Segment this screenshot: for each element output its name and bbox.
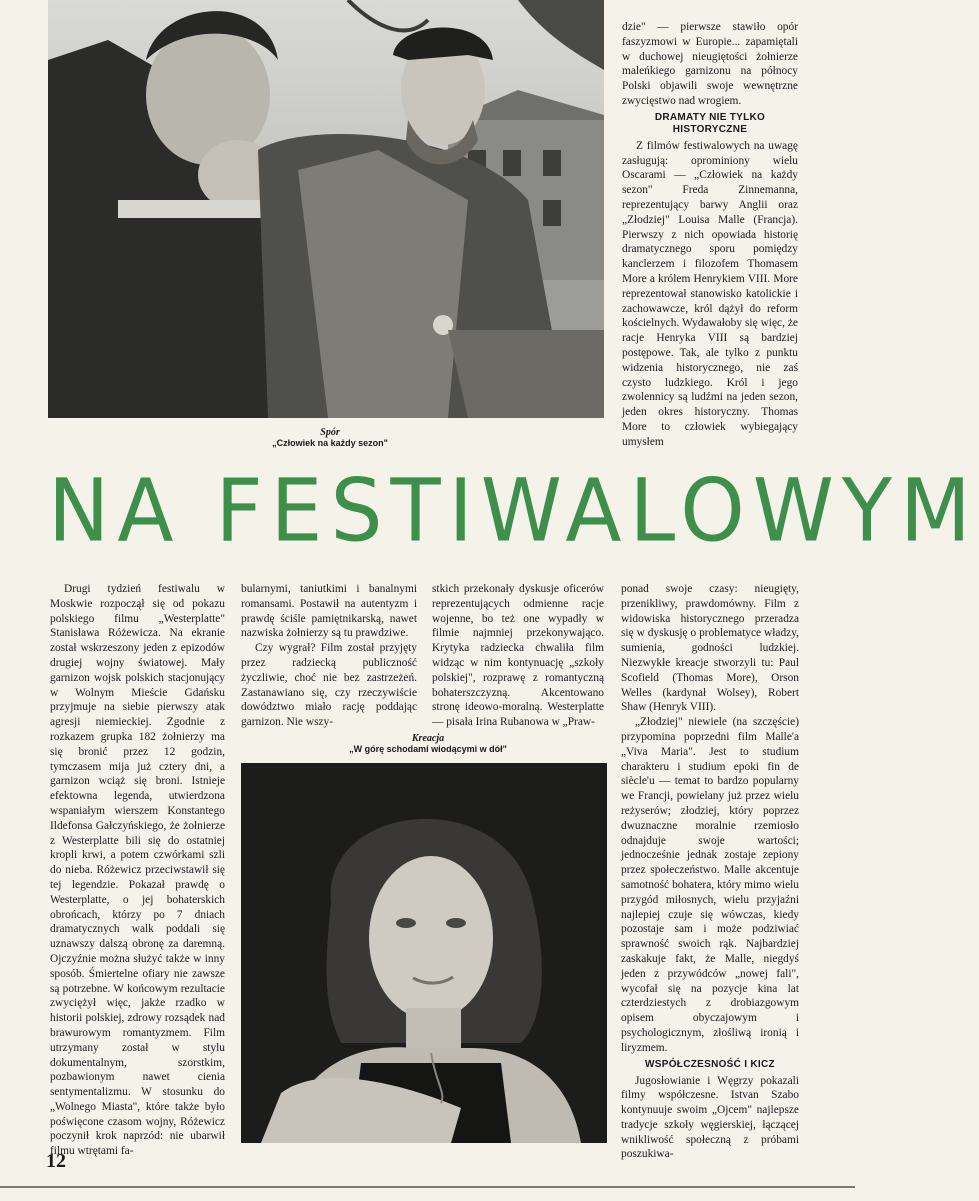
column-3	[432, 582, 604, 732]
page-number: 12	[46, 1150, 66, 1172]
subhead-wspolczesnosc: WSPÓŁCZESNOŚĆ I KICZ	[645, 1058, 775, 1070]
column-2-paragraph-2: Czy wygrał? Film został przyjęty przez radziecką publiczność życzliwie, choć nie bez zastrzeżeń. Zastanawiano się, czy rzeczywiście dowództwo miało rację poddając garnizon. Nie wszy-	[241, 642, 417, 729]
photo-woman-portrait	[241, 763, 607, 1143]
top-right-paragraph-2: Z filmów festiwalowych na uwagę zasługują: oprominiony wielu Oscarami — „Człowiek na każdy sezon" Freda Zinnemanna, reprezentujący barwy Anglii oraz „Złodziej" Louisa Malle (Francja). Pierwszy z nich opowiada historię dramatycznego sporu pomiędzy kanclerzem i filozofem Thomasem More a królem Henrykiem VIII. More reprezentował stanowisko katolickie i zachowawcze, król dążył do reform kościelnych. Wydawałoby się więc, że racje Henryka VIII są bardziej postępowe. Tak, ale tylko z punktu widzenia historycznego, nie zaś czysto ludzkiego. Król i jego zwolennicy są ludźmi na jeden sezon, jeden okres historyczny. Thomas More to człowiek wybiegający umysłem	[622, 139, 798, 448]
top-right-paragraph-1: dzie" — pierwsze stawiło opór faszyzmowi w Europie... zapamiętali w duchowej nieugiętości żołnierze maleńkiego garnizonu na północy Polski objawili swoje wewnętrzne zwycięstwo nad wrogiem.	[622, 21, 798, 107]
photo-bottom-caption-film: „W górę schodami wiodącymi w dół"	[349, 744, 507, 754]
column-1-paragraph-1: Drugi tydzień festiwalu w Moskwie rozpoczął się od pokazu polskiego filmu „Westerplatte" Stanisława Różewicza. Na ekranie został wskrzeszony jeden z epizodów drugiej wojny światowej. Mały garnizon wojsk polskich stacjonujący w Wolnym Mieście Gdańsku przyjmuje na siebie pierwszy atak agresji niemieckiej. Zgodnie z rozkazem grupka 182 żołnierzy ma się bronić przez 12 godzin, tymczasem mija już cztery dni, a garnizon wciąż się broni. Istnieje efektowna legenda, utwierdzona wspaniałym wierszem Konstantego Ildefonsa Gałczyńskiego, że żołnierze z Westerplatte bili się do ostatniej kropli krwi, a potem czwórkami szli do nieba. Różewicz przeciwstawił się tej legendzie. Pokazał prawdę o Westerplatte, o jej bohaterskich obrońcach, którzy po 7 dniach dramatycznych walk poddali się uznawszy dalszą obronę za daremną. Ojczyźnie można służyć także w inny sposób. Śmiertelne ofiary nie zawsze są potrzebne. W końcowym rezultacie zwyciężył więc, jakże rzadko w historii polskiej, zdrowy rozsądek nad brawurowym romantyzmem. Film utrzymany został w stylu dokumentalnym, szorstkim, pozbawionym nawet cienia sentymentalizmu. W stosunku do „Wolnego Miasta", które także było poświęcone czasom wojny, Różewicz poczynił krok naprzód: nie ubarwił filmu wtrętami fa-	[50, 583, 225, 1158]
column-4-paragraph-3: Jugosłowianie i Węgrzy pokazali filmy współczesne. Istvan Szabo kontynuuje swoim „Ojcem" najlepsze tradycje szkoły węgierskiej, łączącej wnikliwość społeczną z próbami poszukiwa-	[621, 1074, 799, 1161]
top-right-column	[622, 20, 798, 448]
column-4-paragraph-1: ponad swoje czasy: nieugięty, przenikliwy, prawdomówny. Film z widowiska historycznego przeradza się w dyskusję o problematyce władzy, sumienia, godności ludzkiej. Niezwykłe kreacje stworzyli tu: Paul Scofield (Thomas More), Orson Welles (kardynał Wolsey), Robert Shaw (Henryk VIII).	[621, 583, 799, 714]
column-1	[50, 582, 225, 1158]
column-2	[241, 582, 417, 732]
column-2-paragraph-1: bularnymi, taniutkimi i banalnymi romansami. Postawił na autentyzm i prawdę ściśle pamiętnikarską, nawet nazwiska żołnierzy są tu prawdziwe.	[241, 583, 417, 640]
photo-top-caption	[235, 427, 425, 449]
photo-bottom-caption	[318, 733, 538, 755]
column-3-paragraph-1: stkich przekonały dyskusje oficerów reprezentujących odmienne racje wojenne, bo też one wypadły w filmie najmniej przekonywająco. Krytyka radziecka chwaliła film widząc w nim kontynuację „szkoły polskiej", rozprawę z romantyczną bohaterszczyzną. Akcentowano stronę ideowo-moralną. Westerplatte — pisała Irina Rubanowa w „Praw-	[432, 583, 604, 729]
page-bottom-rule	[0, 1186, 855, 1188]
article-headline: NA FESTIWALOWYM	[48, 461, 979, 562]
subhead-dramaty: DRAMATY NIE TYLKO HISTORYCZNE	[654, 111, 766, 135]
photo-top-caption-title: Spór	[320, 427, 340, 438]
photo-top-caption-film: „Człowiek na każdy sezon"	[272, 438, 388, 448]
photo-two-men-costume-drama	[48, 0, 604, 418]
column-4	[621, 582, 799, 1161]
photo-top-illustration	[48, 0, 604, 418]
column-4-paragraph-2: „Złodziej" niewiele (na szczęście) przypomina poprzedni film Malle'a „Viva Maria". Jest to studium charakteru i studium epoki fin de siècle'u — temat to bardzo popularny we Francji, powielany już przez wielu reżyserów; złodziej, który poprzez dwuznaczne moralnie rzemiosło odnajduje swoje wartości; jednocześnie jednak zostaje zepiony przez społeczeństwo. Malle akcentuje samotność bohatera, który mimo wielu przygód miłosnych, wielu przyjaźni najlepiej czuje się wówczas, kiedy pozostaje sam i może podziwiać sprawność swoich rąk. Najbardziej zaskakuje fakt, że Malle, niegdyś jeden z przywódców „nowej fali", wycofał się na pozycje kina lat czterdziestych z drobiazgowym opisem obyczajowym i psychologicznym, złośliwą ironią i liryzmem.	[621, 716, 799, 1054]
photo-bottom-caption-title: Kreacja	[411, 733, 445, 744]
photo-bottom-illustration	[241, 763, 607, 1143]
